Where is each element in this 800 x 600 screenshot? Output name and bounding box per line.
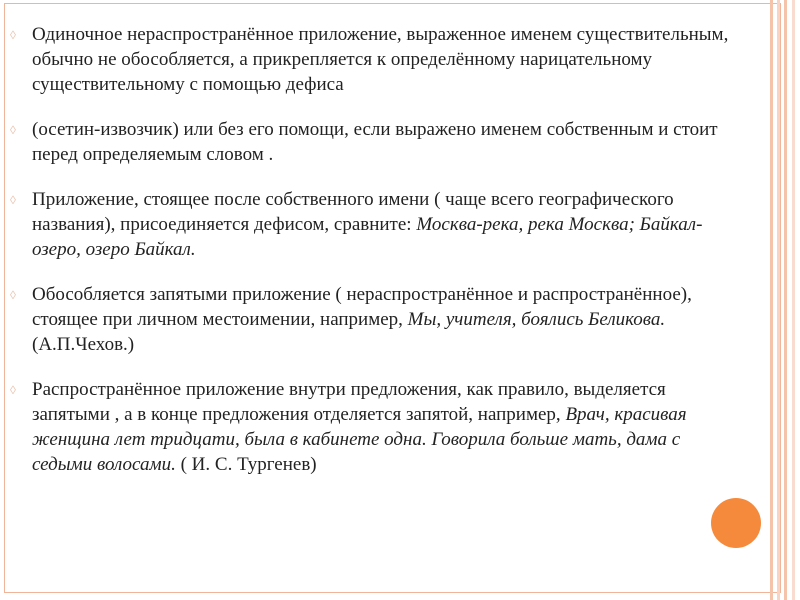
decor-strip [792, 0, 795, 600]
decor-strip [770, 0, 773, 600]
bullet-icon: ◊ [10, 123, 16, 137]
decor-strip [784, 0, 787, 600]
paragraph [10, 187, 730, 262]
paragraph [10, 22, 730, 97]
citation-text: (А.П.Чехов.) [32, 334, 135, 355]
accent-circle [711, 498, 761, 548]
citation-text: ( И. С. Тургенев) [175, 454, 317, 475]
slide-content [10, 22, 730, 497]
paragraph [10, 117, 730, 167]
example-text: Москва-река, река Москва; Байкал-озеро, озеро Байкал. [32, 214, 703, 260]
paragraph [10, 377, 730, 477]
bullet-icon: ◊ [10, 28, 16, 42]
paragraph [10, 282, 730, 357]
paragraph-text: (осетин-извозчик) или без его помощи, если выражено именем собственным и стоит перед определяемым словом . [32, 119, 718, 165]
paragraph-text: Распространённое приложение внутри предложения, как правило, выделяется запятыми , а в конце предложения отделяется запятой, например, [32, 379, 666, 425]
paragraph-text: Одиночное нераспространённое приложение, выраженное именем существительным, обычно не обособляется, а прикрепляется к определённому нарицательному существительному с помощью дефиса [32, 24, 729, 95]
bullet-icon: ◊ [10, 288, 16, 302]
paragraph-text: Приложение, стоящее после собственного имени ( чаще всего географического названия), присоединяется дефисом, сравните: [32, 189, 674, 235]
bullet-icon: ◊ [10, 383, 16, 397]
bullet-icon: ◊ [10, 193, 16, 207]
decor-strip [777, 0, 780, 600]
example-text: Врач, красивая женщина лет тридцати, была в кабинете одна. Говорила больше мать, дама с седыми волосами. [32, 404, 687, 475]
paragraph-text: Обособляется запятыми приложение ( нераспространённое и распространённое), стоящее при личном местоимении, например, [32, 284, 692, 330]
example-text: Мы, учителя, боялись Беликова. [407, 309, 666, 330]
